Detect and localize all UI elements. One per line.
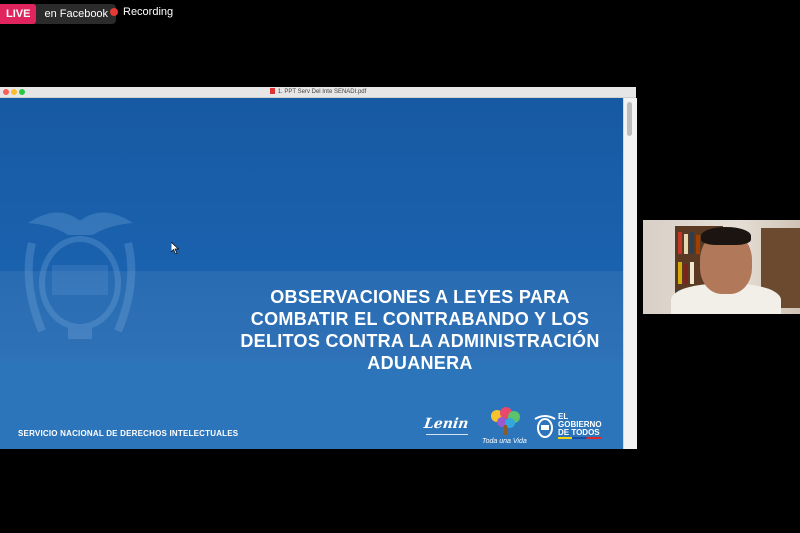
- mouse-pointer-icon: [171, 242, 179, 254]
- gobierno-tricolor-bar: [558, 437, 601, 439]
- gobierno-logo-line2: GOBIERNO: [558, 420, 602, 429]
- book: [678, 262, 682, 284]
- recording-label: Recording: [123, 6, 174, 18]
- book: [684, 264, 688, 284]
- slide-footer-institution: SERVICIO NACIONAL DE DERECHOS INTELECTUALES: [18, 429, 239, 438]
- live-indicator[interactable]: [0, 4, 116, 24]
- scrollbar-thumb[interactable]: [627, 102, 632, 136]
- pdf-file-icon: [270, 88, 275, 94]
- book: [690, 232, 694, 254]
- live-destination-label: en Facebook: [44, 8, 109, 20]
- toda-una-vida-label: Toda una Vida: [482, 438, 527, 445]
- gobierno-de-todos-logo: [558, 413, 602, 437]
- book: [690, 262, 694, 284]
- gobierno-shield-icon: [533, 413, 557, 439]
- lenin-logo: Lenin: [422, 416, 470, 432]
- recording-indicator[interactable]: [110, 6, 173, 18]
- book: [678, 232, 682, 254]
- pdf-viewer-window: [0, 87, 636, 449]
- window-title-text: 1. PPT Serv Del Inte SENADI.pdf: [277, 89, 367, 95]
- window-title: [0, 87, 636, 97]
- book: [684, 234, 688, 254]
- gobierno-logo-line1: EL: [558, 412, 569, 421]
- participant-hair: [701, 227, 751, 245]
- window-titlebar[interactable]: [0, 87, 636, 98]
- lenin-logo-underline: [426, 434, 468, 435]
- participant-video-tile[interactable]: [643, 220, 800, 314]
- recording-dot-icon: [110, 8, 118, 16]
- slide-title: OBSERVACIONES A LEYES PARA COMBATIR EL CONTRABANDO Y LOS DELITOS CONTRA LA ADMINISTRACIÓN ADUANERA: [240, 287, 600, 373]
- presentation-slide: [0, 98, 623, 449]
- gobierno-logo-line3: DE TODOS: [558, 428, 600, 437]
- ecuador-coat-of-arms-icon: [18, 203, 143, 343]
- vertical-scrollbar[interactable]: [623, 98, 637, 449]
- toda-una-vida-tree-icon: [488, 407, 522, 435]
- book: [696, 235, 700, 254]
- live-badge: LIVE: [0, 4, 36, 24]
